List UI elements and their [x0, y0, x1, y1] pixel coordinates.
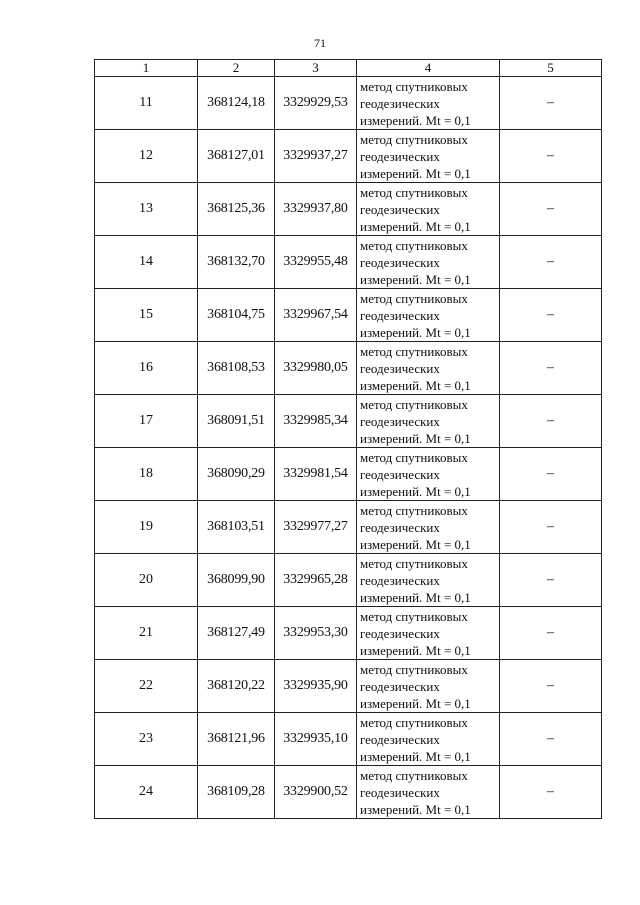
- method-line: метод спутниковых: [360, 78, 468, 94]
- method-cell: [357, 236, 500, 289]
- coordinates-table: [94, 59, 602, 819]
- table-row: [95, 766, 602, 819]
- method-line: геодезических: [360, 625, 440, 641]
- extra-cell: –: [500, 289, 602, 342]
- table-row: [95, 289, 602, 342]
- point-number-cell: 11: [95, 77, 198, 130]
- point-number-cell: 13: [95, 183, 198, 236]
- extra-cell: –: [500, 77, 602, 130]
- x-coordinate-cell: 368120,22: [198, 660, 275, 713]
- method-cell: [357, 395, 500, 448]
- method-line: метод спутниковых: [360, 555, 468, 571]
- y-coordinate-cell: 3329929,53: [275, 77, 357, 130]
- method-line: метод спутниковых: [360, 237, 468, 253]
- method-cell: [357, 77, 500, 130]
- method-line: измерений. Mt = 0,1: [360, 589, 471, 605]
- table-row: [95, 77, 602, 130]
- method-line: измерений. Mt = 0,1: [360, 324, 471, 340]
- extra-cell: –: [500, 448, 602, 501]
- table-row: [95, 660, 602, 713]
- extra-cell: –: [500, 236, 602, 289]
- table-row: [95, 342, 602, 395]
- point-number-cell: 16: [95, 342, 198, 395]
- method-line: измерений. Mt = 0,1: [360, 483, 471, 499]
- x-coordinate-cell: 368127,01: [198, 130, 275, 183]
- method-line: геодезических: [360, 201, 440, 217]
- extra-cell: –: [500, 660, 602, 713]
- extra-cell: –: [500, 501, 602, 554]
- column-header-4: 4: [357, 60, 500, 77]
- method-cell: [357, 183, 500, 236]
- x-coordinate-cell: 368121,96: [198, 713, 275, 766]
- point-number-cell: 14: [95, 236, 198, 289]
- method-cell: [357, 448, 500, 501]
- table-row: [95, 713, 602, 766]
- x-coordinate-cell: 368109,28: [198, 766, 275, 819]
- point-number-cell: 17: [95, 395, 198, 448]
- method-line: метод спутниковых: [360, 608, 468, 624]
- extra-cell: –: [500, 130, 602, 183]
- column-header-2: 2: [198, 60, 275, 77]
- x-coordinate-cell: 368132,70: [198, 236, 275, 289]
- method-line: метод спутниковых: [360, 714, 468, 730]
- method-line: метод спутниковых: [360, 767, 468, 783]
- method-line: геодезических: [360, 678, 440, 694]
- point-number-cell: 23: [95, 713, 198, 766]
- point-number-cell: 21: [95, 607, 198, 660]
- extra-cell: –: [500, 395, 602, 448]
- column-header-5: 5: [500, 60, 602, 77]
- x-coordinate-cell: 368091,51: [198, 395, 275, 448]
- method-line: геодезических: [360, 466, 440, 482]
- y-coordinate-cell: 3329937,80: [275, 183, 357, 236]
- table-row: [95, 607, 602, 660]
- method-line: геодезических: [360, 784, 440, 800]
- method-cell: [357, 660, 500, 713]
- x-coordinate-cell: 368103,51: [198, 501, 275, 554]
- method-cell: [357, 713, 500, 766]
- table-row: [95, 448, 602, 501]
- method-cell: [357, 554, 500, 607]
- y-coordinate-cell: 3329981,54: [275, 448, 357, 501]
- column-header-1: 1: [95, 60, 198, 77]
- column-header-3: 3: [275, 60, 357, 77]
- y-coordinate-cell: 3329977,27: [275, 501, 357, 554]
- y-coordinate-cell: 3329985,34: [275, 395, 357, 448]
- method-cell: [357, 607, 500, 660]
- point-number-cell: 15: [95, 289, 198, 342]
- method-line: измерений. Mt = 0,1: [360, 801, 471, 817]
- x-coordinate-cell: 368099,90: [198, 554, 275, 607]
- method-line: геодезических: [360, 360, 440, 376]
- extra-cell: –: [500, 342, 602, 395]
- table-row: [95, 395, 602, 448]
- method-line: измерений. Mt = 0,1: [360, 695, 471, 711]
- extra-cell: –: [500, 607, 602, 660]
- method-cell: [357, 289, 500, 342]
- x-coordinate-cell: 368127,49: [198, 607, 275, 660]
- method-line: метод спутниковых: [360, 343, 468, 359]
- y-coordinate-cell: 3329900,52: [275, 766, 357, 819]
- table-row: [95, 130, 602, 183]
- method-line: измерений. Mt = 0,1: [360, 430, 471, 446]
- method-line: геодезических: [360, 519, 440, 535]
- method-line: геодезических: [360, 307, 440, 323]
- table-row: [95, 183, 602, 236]
- method-line: метод спутниковых: [360, 502, 468, 518]
- y-coordinate-cell: 3329965,28: [275, 554, 357, 607]
- method-line: метод спутниковых: [360, 184, 468, 200]
- point-number-cell: 24: [95, 766, 198, 819]
- table-row: [95, 554, 602, 607]
- point-number-cell: 18: [95, 448, 198, 501]
- method-line: метод спутниковых: [360, 449, 468, 465]
- extra-cell: –: [500, 183, 602, 236]
- point-number-cell: 12: [95, 130, 198, 183]
- y-coordinate-cell: 3329967,54: [275, 289, 357, 342]
- method-line: метод спутниковых: [360, 290, 468, 306]
- y-coordinate-cell: 3329935,90: [275, 660, 357, 713]
- page-number: 71: [314, 36, 326, 50]
- method-line: геодезических: [360, 731, 440, 747]
- method-line: геодезических: [360, 572, 440, 588]
- method-line: измерений. Mt = 0,1: [360, 165, 471, 181]
- x-coordinate-cell: 368108,53: [198, 342, 275, 395]
- method-line: геодезических: [360, 254, 440, 270]
- point-number-cell: 20: [95, 554, 198, 607]
- method-line: геодезических: [360, 95, 440, 111]
- method-line: метод спутниковых: [360, 661, 468, 677]
- y-coordinate-cell: 3329953,30: [275, 607, 357, 660]
- x-coordinate-cell: 368090,29: [198, 448, 275, 501]
- method-line: измерений. Mt = 0,1: [360, 112, 471, 128]
- method-cell: [357, 342, 500, 395]
- method-line: измерений. Mt = 0,1: [360, 536, 471, 552]
- x-coordinate-cell: 368104,75: [198, 289, 275, 342]
- point-number-cell: 19: [95, 501, 198, 554]
- extra-cell: –: [500, 554, 602, 607]
- y-coordinate-cell: 3329935,10: [275, 713, 357, 766]
- method-line: измерений. Mt = 0,1: [360, 748, 471, 764]
- method-line: метод спутниковых: [360, 396, 468, 412]
- table-row: [95, 236, 602, 289]
- method-line: измерений. Mt = 0,1: [360, 377, 471, 393]
- method-line: измерений. Mt = 0,1: [360, 218, 471, 234]
- method-line: измерений. Mt = 0,1: [360, 271, 471, 287]
- x-coordinate-cell: 368124,18: [198, 77, 275, 130]
- x-coordinate-cell: 368125,36: [198, 183, 275, 236]
- table-header: [95, 60, 602, 77]
- y-coordinate-cell: 3329955,48: [275, 236, 357, 289]
- header-row: [95, 60, 602, 77]
- extra-cell: –: [500, 713, 602, 766]
- method-line: геодезических: [360, 413, 440, 429]
- point-number-cell: 22: [95, 660, 198, 713]
- table-row: [95, 501, 602, 554]
- method-cell: [357, 766, 500, 819]
- method-cell: [357, 501, 500, 554]
- method-cell: [357, 130, 500, 183]
- table-body: [95, 77, 602, 819]
- method-line: геодезических: [360, 148, 440, 164]
- y-coordinate-cell: 3329980,05: [275, 342, 357, 395]
- method-line: измерений. Mt = 0,1: [360, 642, 471, 658]
- extra-cell: –: [500, 766, 602, 819]
- y-coordinate-cell: 3329937,27: [275, 130, 357, 183]
- method-line: метод спутниковых: [360, 131, 468, 147]
